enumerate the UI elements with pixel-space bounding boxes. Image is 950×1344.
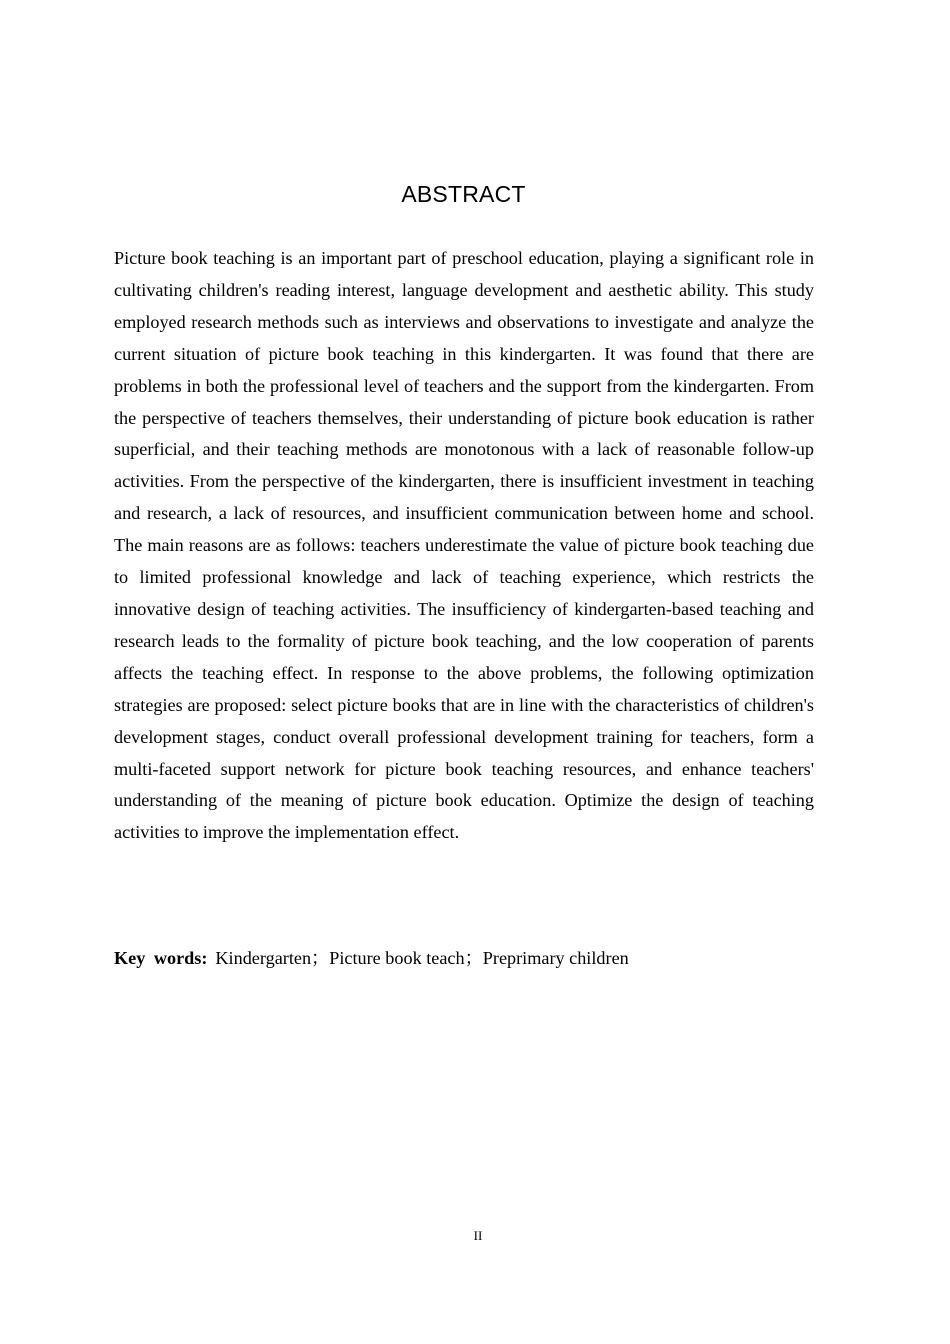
page-number: II: [473, 1228, 483, 1243]
keywords-label: Key words:: [114, 948, 208, 968]
keywords-line: [114, 943, 814, 975]
keyword-item: Preprimary children: [482, 948, 629, 968]
keyword-item: Kindergarten；: [215, 948, 330, 968]
abstract-title: ABSTRACT: [401, 181, 526, 207]
keyword-item: Picture book teach；: [329, 948, 483, 968]
abstract-body: Picture book teaching is an important part of preschool education, playing a significant role in cultivating children's reading interest, language development and aesthetic ability. This study employed research methods such as interviews and observations to investigate and analyze the current situation of picture book teaching in this kindergarten. It was found that there are problems in both the professional level of teachers and the support from the kindergarten. From the perspective of teachers themselves, their understanding of picture book education is rather superficial, and their teaching methods are monotonous with a lack of reasonable follow-up activities. From the perspective of the kindergarten, there is insufficient investment in teaching and research, a lack of resources, and insufficient communication between home and school. The main reasons are as follows: teachers underestimate the value of picture book teaching due to limited professional knowledge and lack of teaching experience, which restricts the innovative design of teaching activities. The insufficiency of kindergarten-based teaching and research leads to the formality of picture book teaching, and the low cooperation of parents affects the teaching effect. In response to the above problems, the following optimization strategies are proposed: select picture books that are in line with the characteristics of children's development stages, conduct overall professional development training for teachers, form a multi-faceted support network for picture book teaching resources, and enhance teachers' understanding of the meaning of picture book education. Optimize the design of teaching activities to improve the implementation effect.: [114, 248, 814, 843]
